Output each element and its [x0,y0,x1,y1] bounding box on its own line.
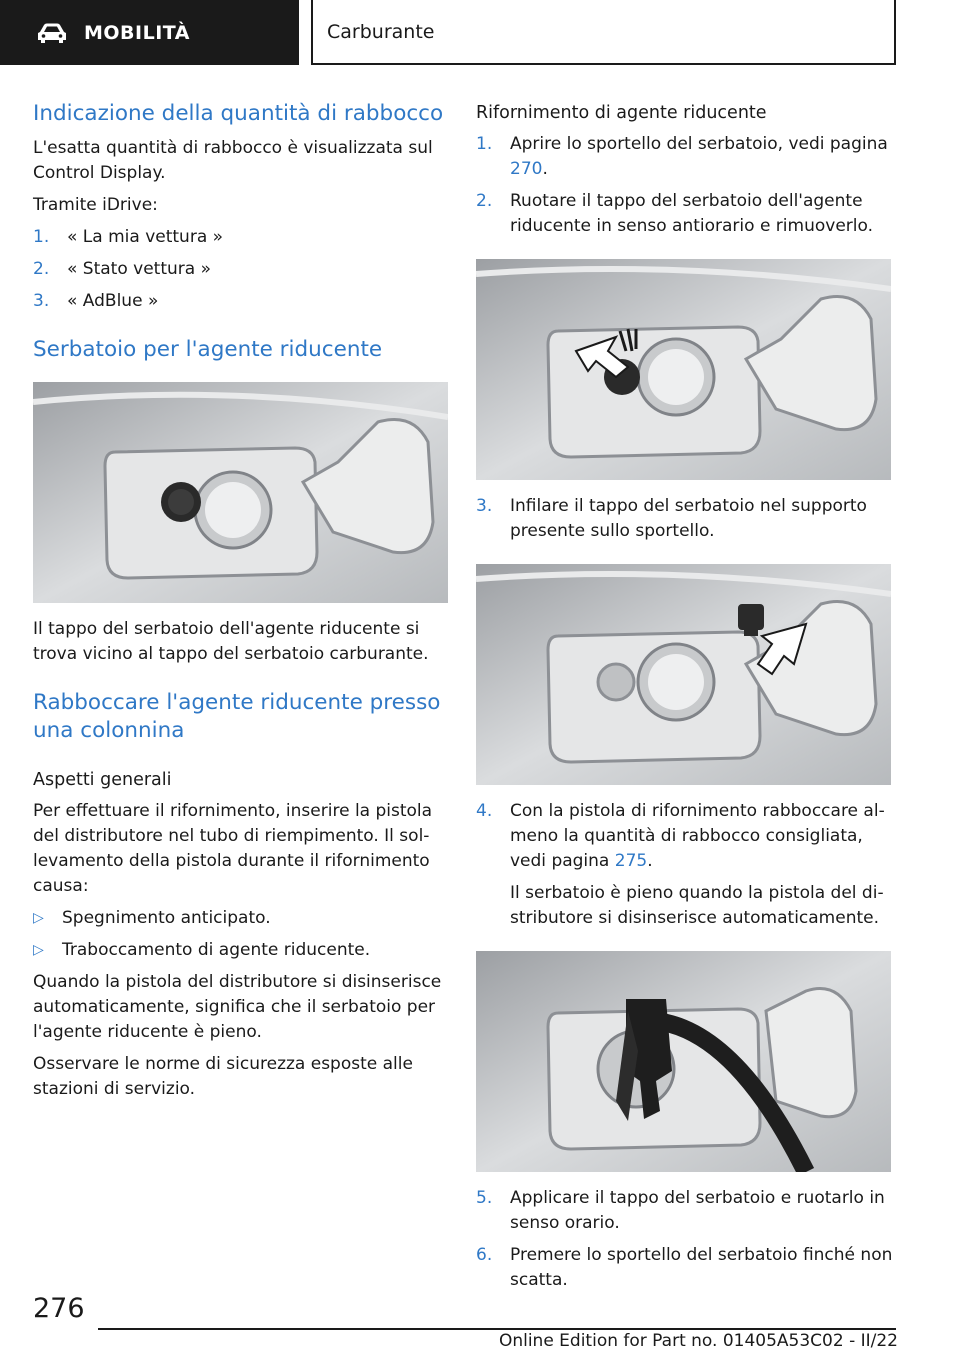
left-column [33,96,448,1102]
list-item: ▷ Traboccamento di agente riducente. [33,938,448,963]
paragraph-tank: Il tappo del serbatoio dell'agente riducente si trova vicino al tappo del serbatoio carburante. [33,619,429,664]
refuel-steps-a [476,132,896,239]
list-item: ▷ Spegnimento anticipato. [33,906,448,931]
refuel-steps-c [476,799,896,874]
remove-cap-photo [476,259,891,480]
list-item: 3. Infilare il tappo del serbatoio nel supporto presente sullo sportello. [476,496,867,541]
list-item: 2. « Stato vettura » [33,259,211,279]
chapter-tab [311,0,896,65]
page-link[interactable]: 275 [614,851,648,871]
car-icon [36,22,68,44]
refuel-steps-d [476,1186,896,1293]
list-item: 4. Con la pistola di rifornimento rabboccare almeno la quantità di rabbocco consigliata, vedi pagina 275. [476,801,885,871]
heading-tank: Serbatoio per l'agente riducente [33,337,383,362]
list-item: 5. Applicare il tappo del serbatoio e ruotarlo in senso orario. [476,1188,885,1233]
step4-note: Il serbatoio è pieno quando la pistola del distributore si disinserisce automaticamente. [510,883,884,928]
list-item: 2. Ruotare il tappo del serbatoio dell'agente riducente in senso antiorario e rimuoverlo. [476,191,873,236]
list-item: 1. Aprire lo sportello del serbatoio, vedi pagina 270. [476,134,888,179]
paragraph-quantity: L'esatta quantità di rabbocco è visualizzata sul Control Display. [33,138,433,183]
heading-refill: Rabboccare l'agente riducente presso una colonnina [33,690,441,743]
bullet-list [33,906,448,963]
list-item: 3. « AdBlue » [33,291,159,311]
subheading-refuel: Rifornimento di agente riducente [476,103,767,123]
triangle-bullet-icon: ▷ [33,942,44,958]
section-tab [0,0,299,65]
refuel-steps-b [476,494,896,544]
stow-cap-photo [476,564,891,785]
section-label: MOBILITÀ [84,21,190,44]
page-link[interactable]: 270 [510,159,543,179]
triangle-bullet-icon: ▷ [33,910,44,926]
right-column [476,96,896,1293]
footer-divider [98,1328,896,1330]
fuel-door-photo [33,382,448,603]
page-number: 276 [33,1293,85,1324]
nozzle-photo [476,951,891,1172]
chapter-label: Carburante [327,20,435,43]
list-item: 6. Premere lo sportello del serbatoio finché non scatta. [476,1245,893,1290]
paragraph-idrive: Tramite iDrive: [33,195,158,215]
paragraph-general: Per effettuare il rifornimento, inserire la pistola del distributore nel tubo di riempimento. Il sollevamento della pistola durante il rifornimento causa: [33,801,433,896]
paragraph-auto: Quando la pistola del distributore si disinserisce automaticamente, significa che il serbatoio per l'agente riducente è pieno. [33,972,442,1042]
footer-edition: Online Edition for Part no. 01405A53C02 - II/22 [498,1331,898,1351]
subheading-general: Aspetti generali [33,770,172,790]
idrive-steps [33,225,448,314]
paragraph-safety: Osservare le norme di sicurezza esposte alle stazioni di servizio. [33,1054,413,1099]
heading-quantity: Indicazione della quantità di rabbocco [33,101,444,126]
list-item: 1. « La mia vettura » [33,227,224,247]
